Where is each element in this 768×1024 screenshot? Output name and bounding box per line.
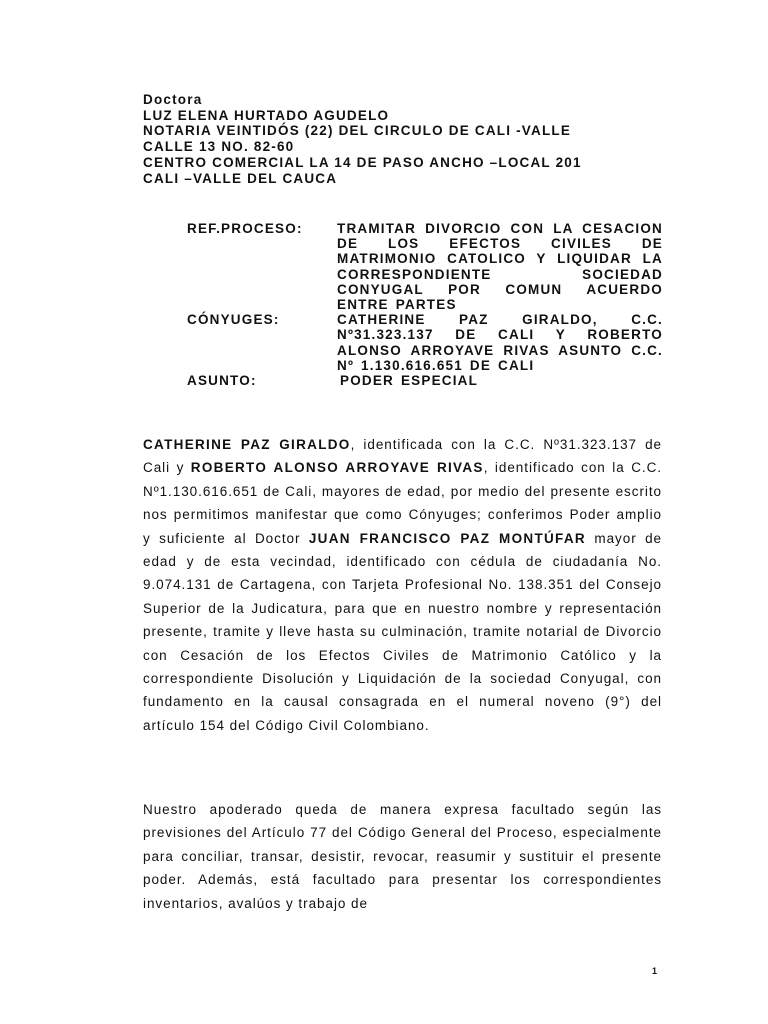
ref-proceso-label: REF.PROCESO: <box>187 221 303 236</box>
grantor-name-1: CATHERINE PAZ GIRALDO <box>143 437 351 452</box>
paragraph1-text-2: , identificado con la C.C. Nº1.130.616.651 de Cali, mayores de edad, por medio del presente escrito nos permitimos manifestar que como Cónyuges; conferimos Poder amplio y suficiente al Doctor <box>143 460 662 546</box>
ref-conyuges-label: CÓNYUGES: <box>187 312 280 328</box>
address-city: CALI –VALLE DEL CAUCA <box>143 170 338 186</box>
ref-asunto-value: PODER ESPECIAL <box>340 373 479 389</box>
ref-asunto-row <box>187 373 663 388</box>
ref-proceso-row <box>187 221 663 312</box>
grantor-name-2: ROBERTO ALONSO ARROYAVE RIVAS <box>190 460 484 476</box>
reference-block <box>187 221 663 388</box>
attorney-name: JUAN FRANCISCO PAZ MONTÚFAR <box>308 530 586 546</box>
ref-conyuges-row <box>187 312 663 373</box>
page-number: 1 <box>652 966 658 976</box>
addressee-block <box>143 92 663 186</box>
paragraph1-text-1: , identificada con la C.C. Nº31.323.137 de Cali y <box>143 437 662 476</box>
notary-office: NOTARIA VEINTIDÓS (22) DEL CIRCULO DE CALI -VALLE <box>143 123 572 139</box>
ref-asunto-label: ASUNTO: <box>187 373 257 389</box>
ref-proceso-value: TRAMITAR DIVORCIO CON LA CESACION DE LOS EFECTOS CIVILES DE MATRIMONIO CATOLICO Y LIQUIDAR LA CORRESPONDIENTE SOCIEDAD CONYUGAL POR COMUN ACUERDO ENTRE PARTES <box>337 221 663 313</box>
addressee-name: LUZ ELENA HURTADO AGUDELO <box>143 107 390 123</box>
address-building: CENTRO COMERCIAL LA 14 DE PASO ANCHO –LOCAL 201 <box>143 154 582 170</box>
paragraph1-text-3: mayor de edad y de esta vecindad, identificado con cédula de ciudadanía No. 9.074.131 de Cartagena, con Tarjeta Profesional No. 138.351 del Consejo Superior de la Judicatura, para que en nuestro nombre y representación presente, tramite y lleve hasta su culminación, tramite notarial de Divorcio con Cesación de los Efectos Civiles de Matrimonio Católico y la correspondiente Disolución y Liquidación de la sociedad Conyugal, con fundamento en la causal consagrada en el numeral noveno (9°) del artículo 154 del Código Civil Colombiano. <box>143 530 663 733</box>
power-grant-paragraph <box>143 433 662 737</box>
faculties-paragraph: Nuestro apoderado queda de manera expresa facultado según las previsiones del Artículo 77 del Código General del Proceso, especialmente para conciliar, transar, desistir, revocar, reasumir y sustituir el presente poder. Además, está facultado para presentar los correspondientes inventarios, avalúos y trabajo de <box>143 802 662 911</box>
addressee-title: Doctora <box>143 92 203 107</box>
address-street: CALLE 13 NO. 82-60 <box>143 139 295 155</box>
ref-conyuges-value: CATHERINE PAZ GIRALDO, C.C. Nº31.323.137 DE CALI Y ROBERTO ALONSO ARROYAVE RIVAS ASUNTO C.C. Nº 1.130.616.651 DE CALI <box>337 312 663 373</box>
